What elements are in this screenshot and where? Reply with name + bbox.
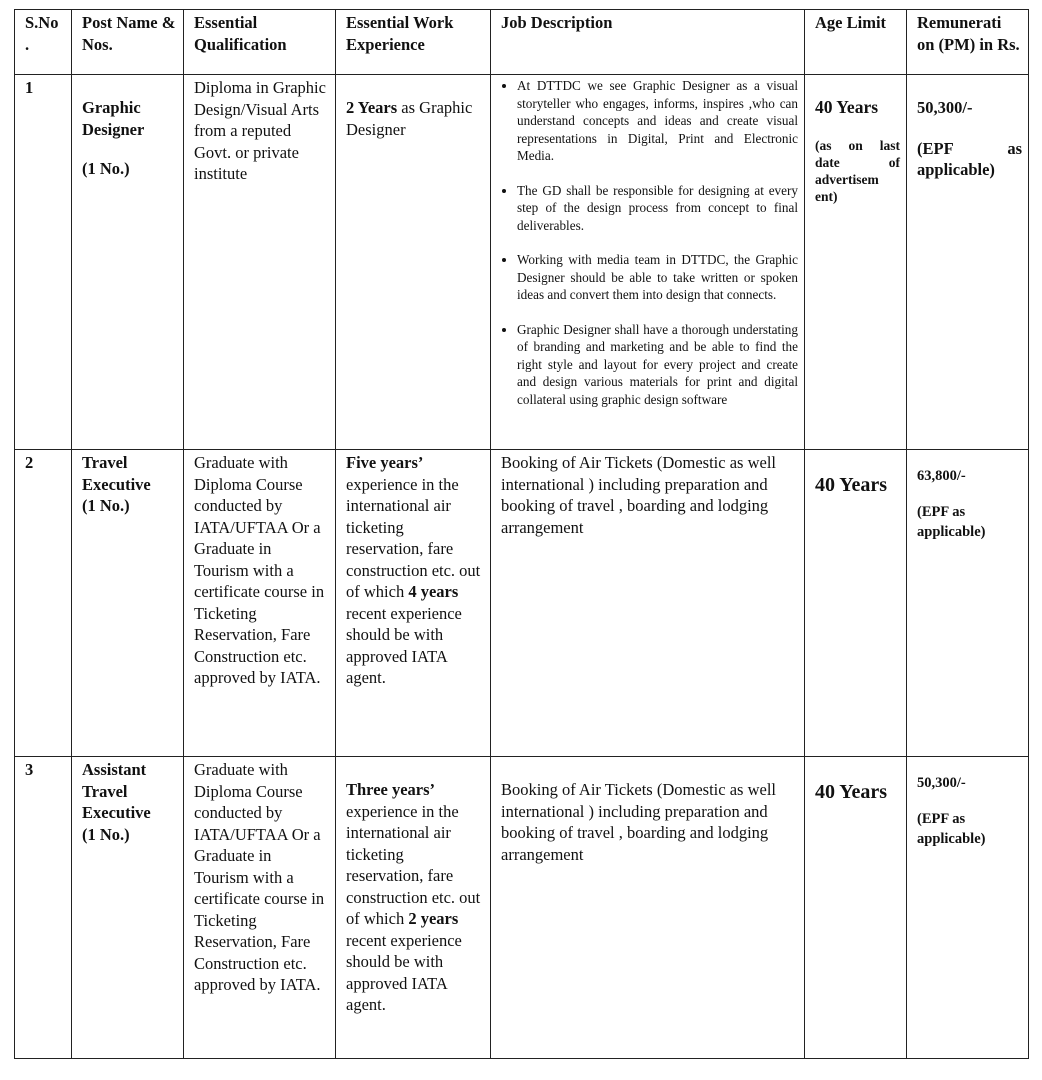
remuneration-amount: 50,300/- bbox=[917, 775, 966, 791]
remuneration-amount: 50,300/- bbox=[917, 98, 973, 117]
header-remuneration: Remunerati on (PM) in Rs. bbox=[907, 10, 1029, 75]
age-limit: 40 Years bbox=[815, 781, 888, 803]
age-note: (as on last date of advertisem ent) bbox=[815, 137, 900, 204]
table-row bbox=[15, 757, 1029, 1059]
experience-recent-years: 4 years bbox=[408, 582, 459, 601]
experience-cell bbox=[336, 757, 491, 1059]
row-sno: 3 bbox=[15, 757, 72, 1059]
age-limit: 40 Years bbox=[815, 474, 888, 496]
experience-cell bbox=[336, 75, 491, 450]
experience-text: experience in the international air ticketing reservation, fare construction etc. out of which bbox=[346, 474, 481, 601]
remuneration-cell bbox=[907, 75, 1029, 450]
header-row bbox=[15, 10, 1029, 75]
row-sno: 1 bbox=[15, 75, 72, 450]
qualification-cell: Graduate with Diploma Course conducted by IATA/UFTAA Or a Graduate in Tourism with a certificate course in Ticketing Reservation, Fare Construction etc. approved by IATA. bbox=[184, 757, 336, 1059]
post-name: Assistant Travel Executive bbox=[82, 760, 151, 822]
job-description-cell: Booking of Air Tickets (Domestic as well international ) including preparation and booking of travel , boarding and lodging arrangement bbox=[491, 450, 805, 757]
age-cell bbox=[805, 450, 907, 757]
list-item: • At DTTDC we see Graphic Designer as a visual storyteller who engages, informs, inspires ,who can understand concepts and ideas and create visual representations in Digital, Print and Electronic Media. bbox=[517, 77, 798, 165]
remuneration-cell bbox=[907, 757, 1029, 1059]
experience-years: Five years’ bbox=[346, 453, 424, 472]
post-nos: (1 No.) bbox=[82, 824, 130, 844]
job-description-text: Booking of Air Tickets (Domestic as well international ) including preparation and booking of travel , boarding and lodging arrangement bbox=[501, 780, 776, 864]
list-item: • The GD shall be responsible for designing at every step of the design process from concept to final deliverables. bbox=[517, 182, 798, 235]
age-cell bbox=[805, 75, 907, 450]
remuneration-note: (EPF as applicable) bbox=[917, 811, 986, 847]
remuneration-note: (EPF as applicable) bbox=[917, 139, 1022, 179]
job-table bbox=[14, 9, 1029, 1059]
header-job-description: Job Description bbox=[491, 10, 805, 75]
list-item: • Graphic Designer shall have a thorough understating of branding and marketing and be able to find the right style and layout for every project and create and design various materials for print and digital collateral using graphic design software bbox=[517, 321, 798, 409]
job-description-cell bbox=[491, 757, 805, 1059]
qualification-cell: Graduate with Diploma Course conducted by IATA/UFTAA Or a Graduate in Tourism with a certificate course in Ticketing Reservation, Fare Construction etc. approved by IATA. bbox=[184, 450, 336, 757]
remuneration-cell bbox=[907, 450, 1029, 757]
remuneration-amount: 63,800/- bbox=[917, 468, 966, 484]
experience-text-end: recent experience should be with approved IATA agent. bbox=[346, 930, 462, 1014]
experience-years: 2 Years bbox=[346, 98, 398, 117]
post-nos: (1 No.) bbox=[82, 496, 130, 515]
post-name: Graphic Designer bbox=[82, 98, 145, 139]
header-sno: S.No . bbox=[15, 10, 72, 75]
post-cell bbox=[72, 757, 184, 1059]
job-description-cell bbox=[491, 75, 805, 450]
post-name: Travel Executive bbox=[82, 453, 151, 494]
table-row bbox=[15, 75, 1029, 450]
age-limit: 40 Years bbox=[815, 97, 879, 117]
experience-text-end: recent experience should be with approved IATA agent. bbox=[346, 603, 462, 687]
experience-years: Three years’ bbox=[346, 780, 436, 799]
header-experience: Essential Work Experience bbox=[336, 10, 491, 75]
post-cell bbox=[72, 450, 184, 757]
post-cell bbox=[72, 75, 184, 450]
experience-text: as Graphic Designer bbox=[346, 98, 473, 139]
header-post-name: Post Name & Nos. bbox=[72, 10, 184, 75]
experience-recent-years: 2 years bbox=[408, 909, 459, 928]
experience-cell bbox=[336, 450, 491, 757]
post-nos: (1 No.) bbox=[82, 159, 130, 178]
qualification-cell: Diploma in Graphic Design/Visual Arts from a reputed Govt. or private institute bbox=[184, 75, 336, 450]
age-cell bbox=[805, 757, 907, 1059]
header-age-limit: Age Limit bbox=[805, 10, 907, 75]
list-item: • Working with media team in DTTDC, the Graphic Designer should be able to take written or spoken ideas and convert them into design that connects. bbox=[517, 251, 798, 304]
remuneration-note: (EPF as applicable) bbox=[917, 504, 986, 540]
experience-text: experience in the international air ticketing reservation, fare construction etc. out of which bbox=[346, 801, 481, 928]
table-row bbox=[15, 450, 1029, 757]
row-sno: 2 bbox=[15, 450, 72, 757]
header-qualification: Essential Qualification bbox=[184, 10, 336, 75]
